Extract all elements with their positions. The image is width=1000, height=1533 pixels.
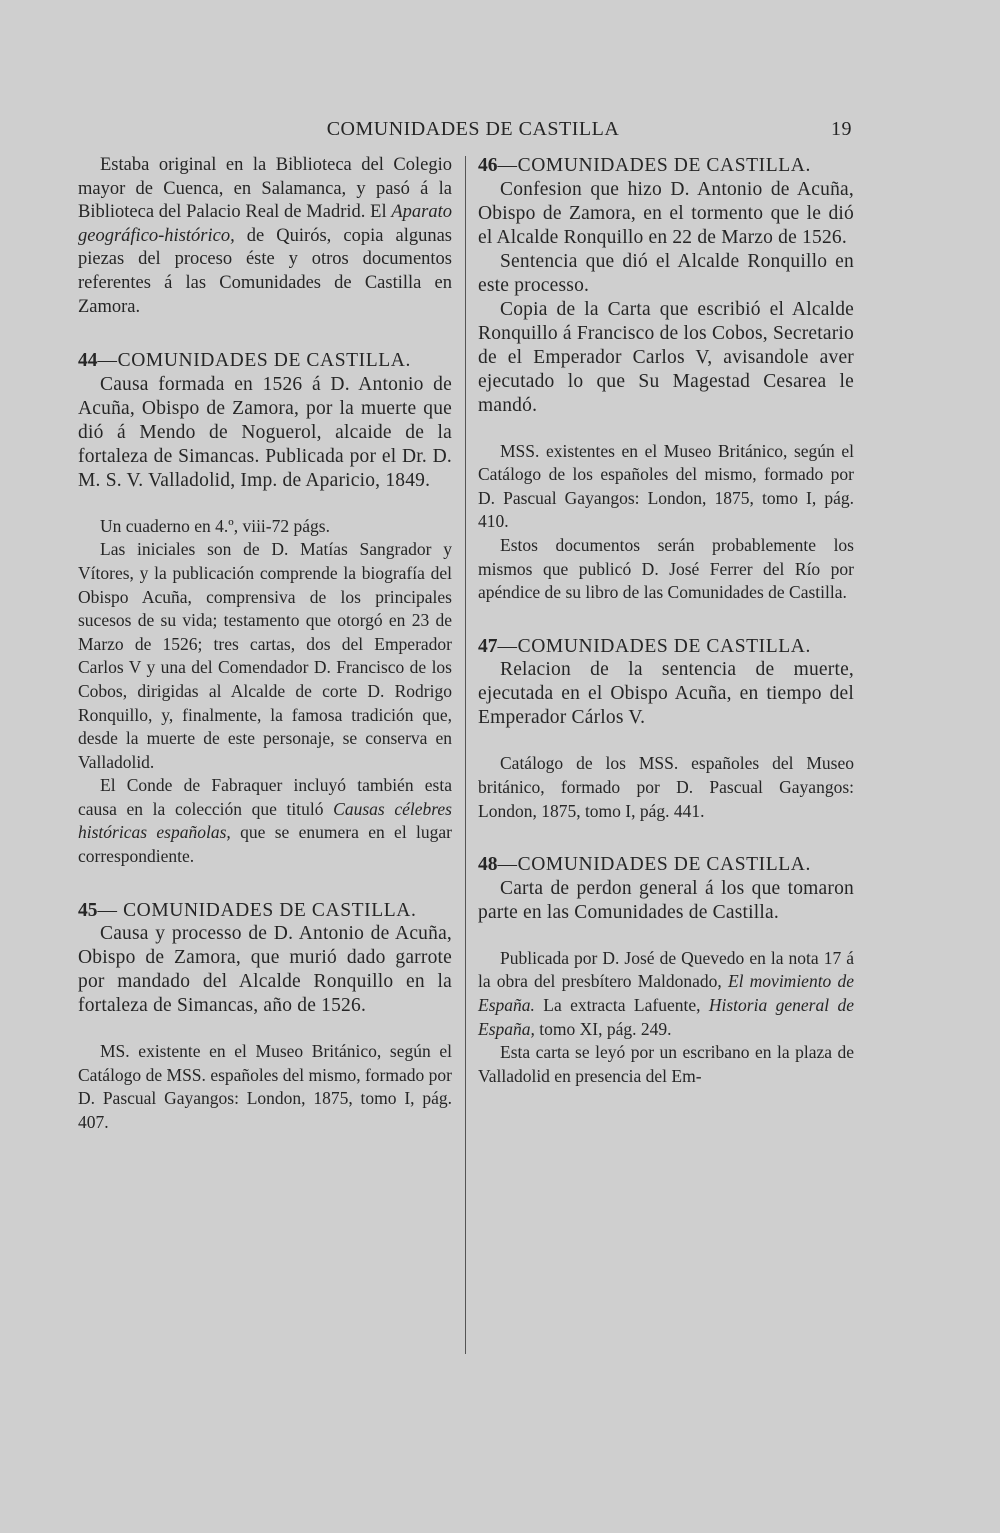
entry-47-title: —COMUNIDADES DE CASTILLA. [497, 635, 811, 657]
entry-44-note-format: Un cuaderno en 4.º, viii-72 págs. [100, 515, 330, 536]
page-number: 19 [831, 118, 852, 140]
entry-48-title: —COMUNIDADES DE CASTILLA. [497, 854, 811, 876]
column-divider [465, 156, 466, 1354]
entry-47-body: Relacion de la sentencia de muerte, ejecutada en el Obispo Acuña, en tiempo del Emperador Cárlos V. [478, 659, 854, 729]
entry-48-heading [478, 853, 854, 877]
entry-44-body: Causa formada en 1526 á D. Antonio de Acuña, Obispo de Zamora, por la muerte que dió á Mendo de Noguerol, alcaide de la fortaleza de Simancas. Publicada por el Dr. D. M. S. V. Valladolid, Imp. de Aparicio, 1849. [78, 373, 452, 491]
entry-45-note: MS. existente en el Museo Británico, según el Catálogo de MSS. españoles del mismo, formado por D. Pascual Gayangos: London, 1875, tomo I, pág. 407. [78, 1041, 452, 1133]
entry-48-number: 48 [478, 854, 498, 876]
entry-48-note-valladolid: Esta carta se leyó por un escribano en la plaza de Valladolid en presencia del Em- [478, 1042, 854, 1086]
entry-47-number: 47 [478, 635, 498, 657]
right-column [478, 154, 854, 1088]
running-title: COMUNIDADES DE CASTILLA [326, 118, 620, 140]
entry-47-note: Catálogo de los MSS. españoles del Museo británico, formado por D. Pascual Gayangos: London, 1875, tomo I, pág. 441. [478, 753, 854, 821]
intro-paragraph: Estaba original en la Biblioteca del Colegio mayor de Cuenca, en Salamanca, y pasó á la Biblioteca del Palacio Real de Madrid. El Aparato geográfico-histórico, de Quirós, copia algunas piezas del proceso éste y otros documentos referentes á las Comunidades de Castilla en Zamora. [78, 155, 452, 317]
entry-46-body-sentencia: Sentencia que dió el Alcalde Ronquillo en este processo. [478, 250, 854, 296]
entry-48-body: Carta de perdon general á los que tomaron parte en las Comunidades de Castilla. [478, 877, 854, 923]
entry-46-note-mss: MSS. existentes en el Museo Británico, según el Catálogo de los españoles del mismo, formado por D. Pascual Gayangos: London, 1875, tomo I, pág. 410. [478, 440, 854, 532]
entry-46-number: 46 [478, 155, 498, 176]
entry-44-title: —COMUNIDADES DE CASTILLA. [97, 350, 411, 372]
entry-44-heading [78, 349, 452, 373]
entry-48-note-quevedo: Publicada por D. José de Quevedo en la nota 17 á la obra del presbítero Maldonado, El movimiento de España. La extracta Lafuente, Historia general de España, tomo XI, pág. 249. [478, 947, 854, 1039]
left-column [78, 154, 452, 1135]
entry-45-title: — COMUNIDADES DE CASTILLA. [97, 899, 417, 921]
entry-45-body: Causa y processo de D. Antonio de Acuña, Obispo de Zamora, que murió dado garrote por mandado del Alcalde Ronquillo en la fortaleza de Simancas, año de 1526. [78, 923, 452, 1017]
entry-46-body-carta: Copia de la Carta que escribió el Alcalde Ronquillo á Francisco de los Cobos, Secretario de el Emperador Carlos V, avisandole aver ejecutado lo que Su Magestad Cesarea le mandó. [478, 298, 854, 416]
entry-45-heading [78, 899, 452, 923]
entry-46-note-ferrer: Estos documentos serán probablemente los mismos que publicó D. José Ferrer del Río por apéndice de su libro de las Comunidades de Castilla. [478, 534, 854, 603]
entry-44-note-initials: Las iniciales son de D. Matías Sangrador y Vítores, y la publicación comprende la biografía del Obispo Acuña, comprensiva de los principales sucesos de su vida; testamento que otorgó en 23 de Marzo de 1526; tres cartas, dos del Emperador Carlos V y una del Comendador D. Francisco de los Cobos, dirigidas al Alcalde de corte D. Rodrigo Ronquillo, y, finalmente, la famosa tradición que, desde la muerte de este personaje, se conserva en Valladolid. [78, 539, 452, 772]
entry-46-body-confesion: Confesion que hizo D. Antonio de Acuña, Obispo de Zamora, en el tormento que le dió el Alcalde Ronquillo en 22 de Marzo de 1526. [478, 178, 854, 248]
entry-47-heading [478, 635, 854, 659]
entry-45-number: 45 [78, 899, 98, 921]
running-head [0, 118, 1000, 148]
entry-44-number: 44 [78, 350, 98, 372]
entry-46-title: —COMUNIDADES DE CASTILLA. [497, 155, 811, 176]
entry-44-note-fabraquer: El Conde de Fabraquer incluyó también esta causa en la colección que tituló Causas célebres históricas españolas, que se enumera en el lugar correspondiente. [78, 775, 452, 867]
entry-46-heading [478, 154, 854, 178]
